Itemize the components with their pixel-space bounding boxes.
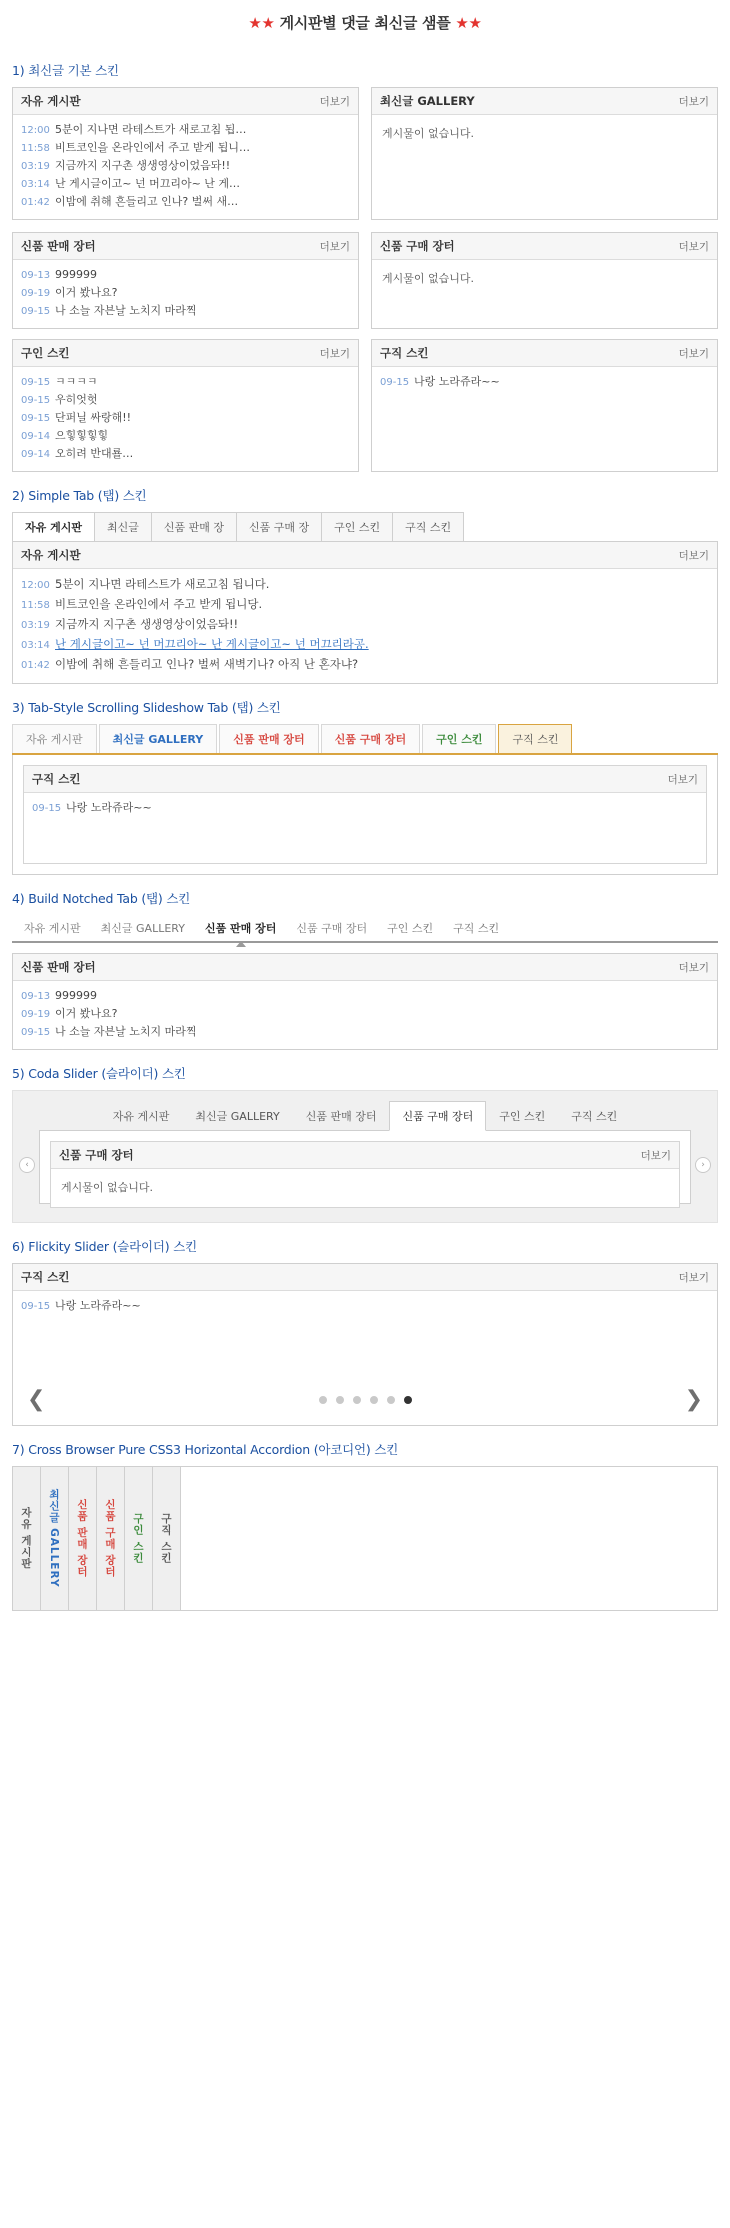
next-arrow-icon[interactable]: › <box>695 1157 711 1173</box>
board-job <box>23 765 707 864</box>
list-item[interactable] <box>21 193 350 211</box>
post-title[interactable]: 나랑 노라쥬라~~ <box>55 1299 141 1312</box>
post-title[interactable]: 5분이 지나면 라테스트가 새로고침 됩니다. <box>55 577 270 591</box>
post-time: 01:42 <box>21 197 50 208</box>
more-link[interactable]: 더보기 <box>640 1149 671 1162</box>
post-time: 09-15 <box>21 413 51 424</box>
list-item[interactable] <box>21 595 709 615</box>
board-title: 구직 스킨 <box>380 346 429 360</box>
post-title[interactable]: 나 소늘 자븐날 노치지 마라찍 <box>55 1025 197 1038</box>
list-item[interactable] <box>21 987 709 1005</box>
board-body <box>13 260 358 328</box>
more-link[interactable]: 더보기 <box>678 347 709 360</box>
section-coda-slider <box>0 1064 730 1223</box>
post-time: 03:19 <box>21 620 50 631</box>
post-title[interactable]: 이밤에 취해 흔들리고 인나? 벌써 새… <box>55 195 239 208</box>
post-time: 03:14 <box>21 179 50 190</box>
post-time: 09-15 <box>21 1301 51 1312</box>
tab-gallery[interactable]: 최신글 GALLERY <box>195 1110 280 1123</box>
board-header <box>13 340 358 367</box>
css3-accordion <box>12 1466 718 1611</box>
title-star-right: ★★ <box>455 14 482 32</box>
post-time: 09-14 <box>21 431 51 442</box>
accordion-tab-buy-market[interactable] <box>97 1467 125 1610</box>
list-item[interactable] <box>21 302 350 320</box>
tab-latest[interactable]: 최신글 <box>94 512 152 541</box>
post-time: 09-15 <box>32 803 62 814</box>
post-time: 09-15 <box>380 377 410 388</box>
tab-gallery[interactable]: 최신글 GALLERY <box>99 724 218 753</box>
list-item[interactable] <box>21 427 350 445</box>
slideshow-panel <box>12 755 718 875</box>
section-simple-tab <box>0 486 730 684</box>
board-title: 구인 스킨 <box>21 346 70 360</box>
list-item[interactable] <box>380 373 709 391</box>
prev-arrow-icon[interactable]: ❮ <box>27 1387 46 1412</box>
tab-buy-market[interactable]: 신품 구매 장터 <box>389 1101 486 1131</box>
tab-sell-market[interactable]: 신품 판매 장터 <box>219 724 318 753</box>
accordion-panel <box>181 1467 717 1610</box>
more-link[interactable]: 더보기 <box>678 961 709 974</box>
post-title[interactable]: 난 게시글이고~ 넌 머끄리아~ 난 게시글이고~ 넌 머끄리라공. <box>55 637 369 651</box>
simple-tab-panel <box>12 542 718 684</box>
post-title[interactable]: 나랑 노라쥬라~~ <box>414 375 500 388</box>
tab-gallery[interactable]: 최신글 GALLERY <box>100 922 185 935</box>
accordion-tab-free-board[interactable] <box>13 1467 41 1610</box>
tab-job[interactable]: 구직 스킨 <box>453 922 500 935</box>
list-item[interactable] <box>21 445 350 463</box>
more-link[interactable]: 더보기 <box>678 240 709 253</box>
accordion-tab-label: 구인 스킨 <box>132 1513 144 1564</box>
section-title-3: 3) Tab-Style Scrolling Slideshow Tab (탭) 스킨 <box>12 700 281 715</box>
list-item[interactable] <box>21 121 350 139</box>
post-title[interactable]: 지금까지 지구촌 생생영상이었음돠!! <box>55 617 239 631</box>
post-time: 09-14 <box>21 449 51 460</box>
post-title[interactable]: 오히려 반대룔… <box>55 447 134 460</box>
accordion-tab-label: 최신글 GALLERY <box>48 1489 60 1588</box>
board-title: 신품 구매 장터 <box>380 239 455 253</box>
notched-tab-panel <box>12 953 718 1050</box>
prev-arrow-icon[interactable]: ‹ <box>19 1157 35 1173</box>
section-notched-tab <box>0 889 730 1050</box>
pager-dot[interactable] <box>336 1396 344 1404</box>
section-title-4: 4) Build Notched Tab (탭) 스킨 <box>12 891 191 906</box>
list-item[interactable] <box>21 139 350 157</box>
tab-free-board[interactable]: 자유 게시판 <box>12 512 95 541</box>
spacer <box>12 329 718 339</box>
tab-job[interactable]: 구직 스킨 <box>392 512 464 541</box>
post-time: 12:00 <box>21 580 50 591</box>
list-item[interactable] <box>21 266 350 284</box>
notched-tab-bar <box>12 915 718 943</box>
board-body <box>372 115 717 153</box>
post-time: 03:19 <box>21 161 50 172</box>
section-basic-skin <box>0 61 730 472</box>
list-item[interactable] <box>21 655 709 675</box>
post-title[interactable]: 5분이 지나면 라테스트가 새로고침 됩… <box>55 123 247 136</box>
list-item[interactable] <box>21 391 350 409</box>
flickity-slider <box>12 1263 718 1426</box>
more-link[interactable]: 더보기 <box>319 240 350 253</box>
tab-recruit[interactable]: 구인 스킨 <box>321 512 393 541</box>
section-flickity-slider <box>0 1237 730 1426</box>
post-title[interactable]: 난 게시글이고~ 넌 머끄리아~ 난 게… <box>55 177 241 190</box>
post-time: 03:14 <box>21 640 50 651</box>
list-item[interactable] <box>21 1005 709 1023</box>
board-title: 구직 스킨 <box>32 772 81 786</box>
empty-message: 게시물이 없습니다. <box>61 1181 154 1194</box>
board-body <box>13 367 358 471</box>
post-title[interactable]: ㅋㅋㅋㅋ <box>55 375 98 388</box>
list-item[interactable] <box>21 635 709 655</box>
post-title[interactable]: 이밤에 취해 흔들리고 인나? 벌써 새벽기나? 아직 난 혼자냐? <box>55 657 359 671</box>
board-free <box>12 87 359 220</box>
tab-free-board[interactable]: 자유 게시판 <box>24 922 81 935</box>
slideshow-tab-bar <box>12 724 718 755</box>
coda-panel <box>39 1130 691 1204</box>
tab-free-board[interactable]: 자유 게시판 <box>112 1110 170 1123</box>
pager-dot[interactable] <box>353 1396 361 1404</box>
post-time: 09-19 <box>21 1009 51 1020</box>
more-link[interactable]: 더보기 <box>678 95 709 108</box>
post-time: 09-15 <box>21 377 51 388</box>
list-item[interactable] <box>21 615 709 635</box>
title-text: 게시판별 댓글 최신글 샘플 <box>279 14 451 32</box>
tab-recruit[interactable]: 구인 스킨 <box>499 1110 546 1123</box>
pager-dot[interactable] <box>370 1396 378 1404</box>
board-title: 신품 구매 장터 <box>59 1148 134 1162</box>
post-title[interactable]: 비트코인을 온라인에서 주고 받게 됩니당. <box>55 597 263 611</box>
section-accordion <box>0 1440 730 1611</box>
post-title[interactable]: 999999 <box>55 268 97 281</box>
board-header <box>13 1264 717 1291</box>
board-title: 신품 판매 장터 <box>21 239 96 253</box>
board-header <box>51 1142 679 1169</box>
tab-job[interactable]: 구직 스킨 <box>498 724 572 753</box>
accordion-tab-recruit[interactable] <box>125 1467 153 1610</box>
tab-recruit[interactable]: 구인 스킨 <box>387 922 434 935</box>
post-time: 11:58 <box>21 600 50 611</box>
more-link[interactable]: 더보기 <box>319 95 350 108</box>
board-header <box>13 233 358 260</box>
post-time: 09-15 <box>21 306 51 317</box>
section-title-2: 2) Simple Tab (탭) 스킨 <box>12 488 147 503</box>
section-title-1: 1) 최신글 기본 스킨 <box>12 63 119 78</box>
coda-slider <box>12 1090 718 1223</box>
list-item[interactable] <box>21 1023 709 1041</box>
board-header <box>372 88 717 115</box>
post-title[interactable]: 우히엇헛 <box>55 393 98 406</box>
tab-sell-market[interactable]: 신품 판매 장터 <box>195 915 286 941</box>
section-title-5: 5) Coda Slider (슬라이더) 스킨 <box>12 1066 186 1081</box>
list-item[interactable] <box>21 373 350 391</box>
spacer <box>21 1315 709 1371</box>
empty-message: 게시물이 없습니다. <box>382 127 475 140</box>
board-buy <box>371 232 718 329</box>
title-star-left: ★★ <box>248 14 275 32</box>
post-time: 09-15 <box>21 1027 51 1038</box>
board-title: 최신글 GALLERY <box>380 94 475 108</box>
list-item[interactable] <box>32 799 698 817</box>
post-title[interactable]: 으힣힣힣힣 <box>55 429 109 442</box>
board-header <box>372 340 717 367</box>
tab-job[interactable]: 구직 스킨 <box>571 1110 618 1123</box>
board-recruit <box>12 339 359 472</box>
board-gallery <box>371 87 718 220</box>
board-title: 자유 게시판 <box>21 94 81 108</box>
basic-skin-grid-2 <box>12 339 718 472</box>
board-buy <box>50 1141 680 1208</box>
tab-buy-market[interactable]: 신품 구매 장터 <box>321 724 420 753</box>
board-body <box>13 115 358 219</box>
pager-dot[interactable] <box>387 1396 395 1404</box>
post-title[interactable]: 비트코인을 온라인에서 주고 받게 됩니… <box>55 141 251 154</box>
board-body <box>51 1169 679 1207</box>
list-item[interactable] <box>21 575 709 595</box>
page-title <box>0 0 730 47</box>
board-header <box>13 88 358 115</box>
accordion-tab-label: 구직 스킨 <box>160 1513 172 1564</box>
board-header <box>13 542 717 569</box>
tab-recruit[interactable]: 구인 스킨 <box>422 724 496 753</box>
pager-dot[interactable] <box>319 1396 327 1404</box>
more-link[interactable]: 더보기 <box>678 549 709 562</box>
list-item[interactable] <box>21 1297 709 1315</box>
post-time: 09-19 <box>21 288 51 299</box>
accordion-tab-gallery[interactable] <box>41 1467 69 1610</box>
post-title[interactable]: 지금까지 지구촌 생생영상이었음돠!! <box>55 159 231 172</box>
empty-message: 게시물이 없습니다. <box>382 272 475 285</box>
tab-buy-market[interactable]: 신품 구매 장터 <box>296 922 368 935</box>
post-title[interactable]: 나랑 노라쥬라~~ <box>66 801 152 814</box>
board-body <box>13 1291 717 1379</box>
post-time: 01:42 <box>21 660 50 671</box>
accordion-tab-job[interactable] <box>153 1467 181 1610</box>
more-link[interactable]: 더보기 <box>678 1271 709 1284</box>
accordion-tab-label: 신품 구매 장터 <box>104 1499 116 1578</box>
post-time: 12:00 <box>21 125 50 136</box>
board-sell <box>12 232 359 329</box>
post-title[interactable]: 999999 <box>55 989 97 1002</box>
post-title[interactable]: 나 소늘 자븐날 노치지 마라찍 <box>55 304 197 317</box>
section-title-7-text: 7) Cross Browser Pure CSS3 Horizontal Accordion (아코디언) 스킨 <box>12 1442 399 1457</box>
tab-sell-market[interactable]: 신품 판매 장터 <box>305 1110 377 1123</box>
next-arrow-icon[interactable]: ❯ <box>684 1387 703 1412</box>
post-time: 09-13 <box>21 991 51 1002</box>
board-header <box>24 766 706 793</box>
board-title: 구직 스킨 <box>21 1270 70 1284</box>
simple-tab-bar <box>12 512 718 542</box>
list-item[interactable] <box>21 157 350 175</box>
board-header <box>13 954 717 981</box>
list-item[interactable] <box>21 175 350 193</box>
board-header <box>372 233 717 260</box>
board-job <box>371 339 718 472</box>
pager-dot-active[interactable] <box>404 1396 412 1404</box>
board-body <box>372 367 717 399</box>
post-title[interactable]: 이거 봤나요? <box>55 286 118 299</box>
post-title[interactable]: 이거 봤나요? <box>55 1007 118 1020</box>
section-title-6: 6) Flickity Slider (슬라이더) 스킨 <box>12 1239 197 1254</box>
tab-free-board[interactable]: 자유 게시판 <box>12 724 97 753</box>
accordion-tab-sell-market[interactable] <box>69 1467 97 1610</box>
accordion-tab-label: 자유 게시판 <box>20 1507 32 1570</box>
board-body <box>13 569 717 683</box>
board-body <box>13 981 717 1049</box>
list-item[interactable] <box>21 409 350 427</box>
flickity-controls <box>13 1379 717 1425</box>
post-time: 09-15 <box>21 395 51 406</box>
list-item[interactable] <box>21 284 350 302</box>
section-slideshow-tab <box>0 698 730 875</box>
basic-skin-grid <box>12 87 718 329</box>
post-title[interactable]: 단퍼닐 싸랑해!! <box>55 411 132 424</box>
tab-buy-market[interactable]: 신품 구매 장 <box>236 512 322 541</box>
tab-sell-market[interactable]: 신품 판매 장 <box>151 512 237 541</box>
more-link[interactable]: 더보기 <box>319 347 350 360</box>
post-time: 09-13 <box>21 270 51 281</box>
board-title: 자유 게시판 <box>21 548 81 562</box>
more-link[interactable]: 더보기 <box>667 773 698 786</box>
pager-dots <box>319 1396 412 1404</box>
board-body <box>24 793 706 825</box>
accordion-tab-label: 신품 판매 장터 <box>76 1499 88 1578</box>
section-title-7 <box>12 1440 718 1458</box>
board-body <box>372 260 717 298</box>
board-title: 신품 판매 장터 <box>21 960 96 974</box>
post-time: 11:58 <box>21 143 50 154</box>
coda-tab-bar <box>39 1101 691 1131</box>
